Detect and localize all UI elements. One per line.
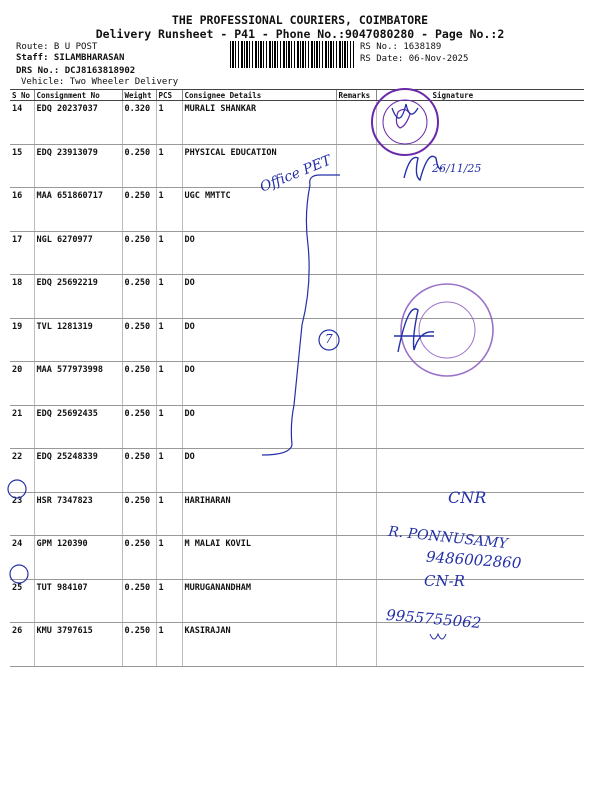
row-consignment: TUT 984107 (34, 579, 122, 623)
row-consignment: TVL 1281319 (34, 318, 122, 362)
office-pet-note: Office PET (257, 152, 334, 196)
row-weight: 0.250 (122, 275, 156, 319)
row-weight: 0.250 (122, 449, 156, 493)
row-weight: 0.250 (122, 144, 156, 188)
col-header-weight: Weight (122, 90, 156, 101)
row-sno: 15 (10, 144, 34, 188)
drs-label: DRS No.: DCJ8163818902 (16, 66, 136, 76)
cnr-note-row23: CNR (448, 488, 487, 507)
row-consignment: KMU 3797615 (34, 623, 122, 667)
row-sno: 20 (10, 362, 34, 406)
row-pcs: 1 (156, 536, 182, 580)
row-sno: 26 (10, 623, 34, 667)
row-consignee: M MALAI KOVIL (182, 536, 336, 580)
row-consignment: NGL 6270977 (34, 231, 122, 275)
row-consignment: EDQ 25692435 (34, 405, 122, 449)
row-pcs: 1 (156, 318, 182, 362)
row-pcs: 1 (156, 101, 182, 145)
ponnusamy-phone-note: 9486002860 (425, 547, 522, 573)
vehicle-label: Vehicle: Two Wheeler Delivery (21, 77, 179, 87)
row-consignee: DO (182, 318, 336, 362)
cnr-note-row25: CN-R (424, 572, 465, 590)
row-weight: 0.250 (122, 318, 156, 362)
row-sno: 23 (10, 492, 34, 536)
row-sno: 21 (10, 405, 34, 449)
route-label: Route: B U POST (16, 42, 98, 52)
col-header-consignment: Consignment No (34, 90, 122, 101)
col-header-remarks: Remarks (336, 90, 376, 101)
row-consignment: MAA 651860717 (34, 188, 122, 232)
row-consignee: HARIHARAN (182, 492, 336, 536)
row-consignee: MURUGANANDHAM (182, 579, 336, 623)
row-consignment: EDQ 23913079 (34, 144, 122, 188)
row-weight: 0.250 (122, 231, 156, 275)
row-sno: 19 (10, 318, 34, 362)
row-weight: 0.250 (122, 405, 156, 449)
scribble-row26 (430, 634, 446, 639)
row-consignment: GPM 120390 (34, 536, 122, 580)
row-consignee: DO (182, 275, 336, 319)
row-consignee: UGC MMTTC (182, 188, 336, 232)
row-weight: 0.250 (122, 536, 156, 580)
rs-number: RS No.: 1638189 (360, 42, 442, 52)
circle-row25 (10, 565, 28, 583)
rs-date: RS Date: 06-Nov-2025 (360, 54, 469, 64)
signature-row19 (394, 309, 434, 352)
row-weight: 0.250 (122, 362, 156, 406)
row-consignee: DO (182, 362, 336, 406)
row26-phone-note: 9955755062 (385, 605, 483, 633)
row-pcs: 1 (156, 231, 182, 275)
signature-row14 (392, 104, 418, 118)
row-weight: 0.250 (122, 579, 156, 623)
row-sno: 18 (10, 275, 34, 319)
row-sno: 14 (10, 101, 34, 145)
row-consignee: DO (182, 405, 336, 449)
circle-row23 (8, 480, 26, 498)
row-pcs: 1 (156, 188, 182, 232)
row-consignment: EDQ 25248339 (34, 449, 122, 493)
zoology-stamp (372, 89, 438, 155)
row-weight: 0.250 (122, 188, 156, 232)
bracket-line (262, 175, 340, 455)
row-sno: 25 (10, 579, 34, 623)
row-consignee: PHYSICAL EDUCATION (182, 144, 336, 188)
row-weight: 0.250 (122, 623, 156, 667)
row-pcs: 1 (156, 623, 182, 667)
row-pcs: 1 (156, 275, 182, 319)
row-consignment: EDQ 20237037 (34, 101, 122, 145)
company-title: THE PROFESSIONAL COURIERS, COIMBATORE (171, 13, 429, 27)
row-consignee: MURALI SHANKAR (182, 101, 336, 145)
row-pcs: 1 (156, 579, 182, 623)
col-header-pcs: PCS (156, 90, 182, 101)
row-sno: 22 (10, 449, 34, 493)
row-pcs: 1 (156, 449, 182, 493)
row-pcs: 1 (156, 492, 182, 536)
row-consignment: MAA 577973998 (34, 362, 122, 406)
row-pcs: 1 (156, 362, 182, 406)
ponnusamy-name-note: R. PONNUSAMY (387, 523, 509, 553)
col-header-signature: Signature (376, 90, 584, 101)
row-sno: 17 (10, 231, 34, 275)
row-consignee: KASIRAJAN (182, 623, 336, 667)
row-weight: 0.320 (122, 101, 156, 145)
row-weight: 0.250 (122, 492, 156, 536)
runsheet-subtitle: Delivery Runsheet - P41 - Phone No.:9047080280 - Page No.:2 (95, 27, 505, 41)
row-consignee: DO (182, 449, 336, 493)
row-pcs: 1 (156, 144, 182, 188)
row-sno: 16 (10, 188, 34, 232)
col-header-consignee: Consignee Details (182, 90, 336, 101)
staff-label: Staff: SILAMBHARASAN (16, 53, 125, 63)
row-sno: 24 (10, 536, 34, 580)
row-consignment: EDQ 25692219 (34, 275, 122, 319)
row-consignment: HSR 7347823 (34, 492, 122, 536)
row-pcs: 1 (156, 405, 182, 449)
row-consignee: DO (182, 231, 336, 275)
date-note: 26/11/25 (432, 162, 482, 175)
count-seven-note: 7 (325, 332, 333, 346)
col-header-sno: S No (10, 90, 34, 101)
